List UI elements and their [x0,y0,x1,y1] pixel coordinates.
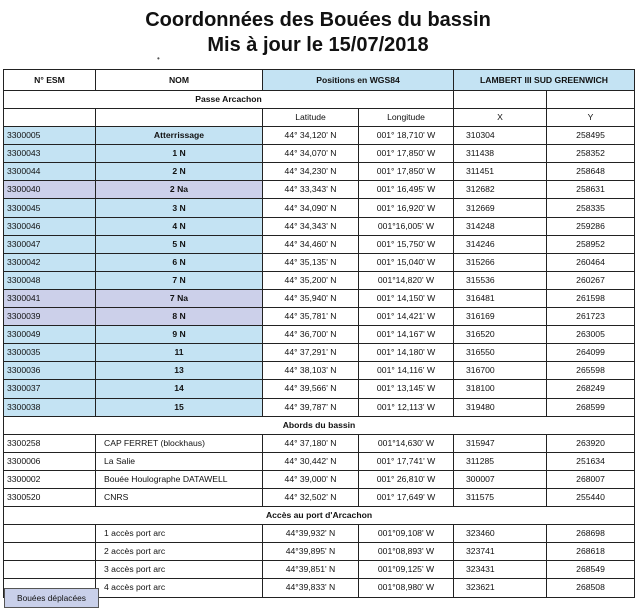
header-latitude: Latitude [263,109,359,127]
longitude-value: 001° 12,113' W [359,398,454,416]
longitude-value: 001°09,108' W [359,525,454,543]
section-row [4,91,635,109]
lambert-x-value: 314246 [454,235,547,253]
lambert-x-value: 323741 [454,543,547,561]
esm-number [4,525,96,543]
buoy-name: 2 accès port arc [96,543,263,561]
buoy-name: 1 accès port arc [96,525,263,543]
table-row [4,344,635,362]
esm-number: 3300044 [4,163,96,181]
lambert-y-value: 258631 [547,181,635,199]
lambert-y-value: 268618 [547,543,635,561]
header-x: X [454,109,547,127]
buoy-name: CAP FERRET (blockhaus) [96,434,263,452]
esm-number: 3300035 [4,344,96,362]
table-row [4,271,635,289]
table-row [4,543,635,561]
section-title: Accès au port d'Arcachon [4,507,635,525]
latitude-value: 44° 34,070' N [263,145,359,163]
latitude-value: 44° 34,120' N [263,127,359,145]
table-row [4,398,635,416]
header-lambert: LAMBERT III SUD GREENWICH [454,70,635,91]
longitude-value: 001° 18,710' W [359,127,454,145]
buoy-name: 6 N [96,253,263,271]
lambert-y-value: 260267 [547,271,635,289]
lambert-y-value: 261598 [547,289,635,307]
latitude-value: 44° 34,343' N [263,217,359,235]
lambert-y-value: 268508 [547,579,635,597]
lambert-y-value: 268599 [547,398,635,416]
latitude-value: 44° 34,460' N [263,235,359,253]
esm-number: 3300043 [4,145,96,163]
esm-number: 3300038 [4,398,96,416]
table-row [4,561,635,579]
lambert-y-value: 265598 [547,362,635,380]
latitude-value: 44°39,851' N [263,561,359,579]
esm-number [4,543,96,561]
latitude-value: 44° 37,180' N [263,434,359,452]
latitude-value: 44° 35,781' N [263,308,359,326]
latitude-value: 44° 34,230' N [263,163,359,181]
longitude-value: 001° 16,495' W [359,181,454,199]
buoy-name: Bouée Houlographe DATAWELL [96,470,263,488]
legend-moved-buoys: Bouées déplacées [4,588,99,608]
buoy-name: 7 N [96,271,263,289]
esm-number: 3300041 [4,289,96,307]
lambert-x-value: 310304 [454,127,547,145]
lambert-x-value: 315536 [454,271,547,289]
lambert-x-value: 323460 [454,525,547,543]
buoy-name: La Salie [96,452,263,470]
latitude-value: 44° 32,502' N [263,488,359,506]
longitude-value: 001° 17,850' W [359,145,454,163]
document-title: Coordonnées des Bouées du bassin [145,9,491,31]
section-title: Abords du bassin [4,416,635,434]
buoy-name: 2 Na [96,181,263,199]
longitude-value: 001° 14,167' W [359,326,454,344]
longitude-value: 001°08,980' W [359,579,454,597]
esm-number: 3300036 [4,362,96,380]
lambert-y-value: 260464 [547,253,635,271]
stray-mark: • [157,54,160,63]
lambert-x-value: 312669 [454,199,547,217]
latitude-value: 44°39,932' N [263,525,359,543]
latitude-value: 44° 39,000' N [263,470,359,488]
table-row [4,235,635,253]
longitude-value: 001° 17,850' W [359,163,454,181]
lambert-x-value: 316481 [454,289,547,307]
esm-number: 3300037 [4,380,96,398]
longitude-value: 001°09,125' W [359,561,454,579]
table-row [4,362,635,380]
lambert-y-value: 268549 [547,561,635,579]
lambert-x-value: 315266 [454,253,547,271]
lambert-y-value: 268698 [547,525,635,543]
lambert-y-value: 263920 [547,434,635,452]
lambert-y-value: 263005 [547,326,635,344]
buoy-name: 9 N [96,326,263,344]
longitude-value: 001° 14,116' W [359,362,454,380]
latitude-value: 44° 35,200' N [263,271,359,289]
longitude-value: 001° 16,920' W [359,199,454,217]
table-row [4,525,635,543]
buoy-name: 15 [96,398,263,416]
longitude-value: 001°14,820' W [359,271,454,289]
esm-number: 3300520 [4,488,96,506]
latitude-value: 44° 38,103' N [263,362,359,380]
table-row [4,181,635,199]
header-wgs84: Positions en WGS84 [263,70,454,91]
lambert-y-value: 261723 [547,308,635,326]
table-row [4,289,635,307]
lambert-x-value: 316520 [454,326,547,344]
subheader-blank [4,109,96,127]
lambert-x-value: 311285 [454,452,547,470]
header-longitude: Longitude [359,109,454,127]
buoy-name: 1 N [96,145,263,163]
table-row [4,452,635,470]
longitude-value: 001° 14,421' W [359,308,454,326]
longitude-value: 001° 15,750' W [359,235,454,253]
longitude-value: 001° 15,040' W [359,253,454,271]
esm-number: 3300045 [4,199,96,217]
table-row [4,217,635,235]
esm-number: 3300049 [4,326,96,344]
table-row [4,145,635,163]
buoy-name: 4 N [96,217,263,235]
latitude-value: 44° 39,787' N [263,398,359,416]
lambert-y-value: 258952 [547,235,635,253]
buoy-name: 3 accès port arc [96,561,263,579]
buoy-name: 13 [96,362,263,380]
lambert-y-value: 258352 [547,145,635,163]
longitude-value: 001° 17,741' W [359,452,454,470]
esm-number: 3300006 [4,452,96,470]
table-row [4,308,635,326]
update-date-title: Mis à jour le 15/07/2018 [207,34,429,56]
esm-number: 3300002 [4,470,96,488]
lambert-x-value: 314248 [454,217,547,235]
buoy-name: 14 [96,380,263,398]
latitude-value: 44° 37,291' N [263,344,359,362]
esm-number: 3300005 [4,127,96,145]
buoy-name: 3 N [96,199,263,217]
longitude-value: 001° 26,810' W [359,470,454,488]
longitude-value: 001°14,630' W [359,434,454,452]
esm-number: 3300046 [4,217,96,235]
lambert-y-value: 258648 [547,163,635,181]
esm-number: 3300047 [4,235,96,253]
lambert-x-value: 311451 [454,163,547,181]
buoy-name: CNRS [96,488,263,506]
lambert-x-value: 316550 [454,344,547,362]
section-row [4,416,635,434]
header-y: Y [547,109,635,127]
table-row [4,253,635,271]
latitude-value: 44° 33,343' N [263,181,359,199]
esm-number: 3300258 [4,434,96,452]
lambert-x-value: 319480 [454,398,547,416]
lambert-x-value: 316169 [454,308,547,326]
table-row [4,127,635,145]
latitude-value: 44° 35,135' N [263,253,359,271]
buoy-name: 8 N [96,308,263,326]
longitude-value: 001° 13,145' W [359,380,454,398]
lambert-x-value: 318100 [454,380,547,398]
section-blank [454,91,547,109]
esm-number [4,561,96,579]
lambert-x-value: 300007 [454,470,547,488]
table-row [4,380,635,398]
table-row [4,163,635,181]
buoy-coordinates-table [3,69,635,598]
table-row [4,434,635,452]
esm-number: 3300039 [4,308,96,326]
buoy-name: 4 accès port arc [96,579,263,597]
lambert-y-value: 264099 [547,344,635,362]
table-row [4,470,635,488]
subheader-row [4,109,635,127]
latitude-value: 44°39,895' N [263,543,359,561]
lambert-x-value: 311575 [454,488,547,506]
section-row [4,507,635,525]
table-row [4,199,635,217]
lambert-y-value: 259286 [547,217,635,235]
header-nom: NOM [96,70,263,91]
lambert-y-value: 258495 [547,127,635,145]
lambert-x-value: 311438 [454,145,547,163]
latitude-value: 44° 35,940' N [263,289,359,307]
lambert-x-value: 323431 [454,561,547,579]
latitude-value: 44° 39,566' N [263,380,359,398]
table-row [4,488,635,506]
lambert-x-value: 312682 [454,181,547,199]
longitude-value: 001° 17,649' W [359,488,454,506]
lambert-x-value: 315947 [454,434,547,452]
section-title: Passe Arcachon [4,91,454,109]
section-blank [547,91,635,109]
lambert-y-value: 258335 [547,199,635,217]
esm-number: 3300040 [4,181,96,199]
longitude-value: 001° 14,180' W [359,344,454,362]
buoy-name: 5 N [96,235,263,253]
header-esm: N° ESM [4,70,96,91]
longitude-value: 001° 14,150' W [359,289,454,307]
lambert-y-value: 251634 [547,452,635,470]
lambert-y-value: 268249 [547,380,635,398]
esm-number: 3300042 [4,253,96,271]
buoy-name: 2 N [96,163,263,181]
lambert-y-value: 268007 [547,470,635,488]
longitude-value: 001°08,893' W [359,543,454,561]
longitude-value: 001°16,005' W [359,217,454,235]
buoy-name: 11 [96,344,263,362]
latitude-value: 44°39,833' N [263,579,359,597]
latitude-value: 44° 30,442' N [263,452,359,470]
lambert-y-value: 255440 [547,488,635,506]
table-row [4,326,635,344]
lambert-x-value: 316700 [454,362,547,380]
latitude-value: 44° 36,700' N [263,326,359,344]
lambert-x-value: 323621 [454,579,547,597]
buoy-name: Atterrissage [96,127,263,145]
subheader-blank [96,109,263,127]
buoy-name: 7 Na [96,289,263,307]
latitude-value: 44° 34,090' N [263,199,359,217]
esm-number: 3300048 [4,271,96,289]
